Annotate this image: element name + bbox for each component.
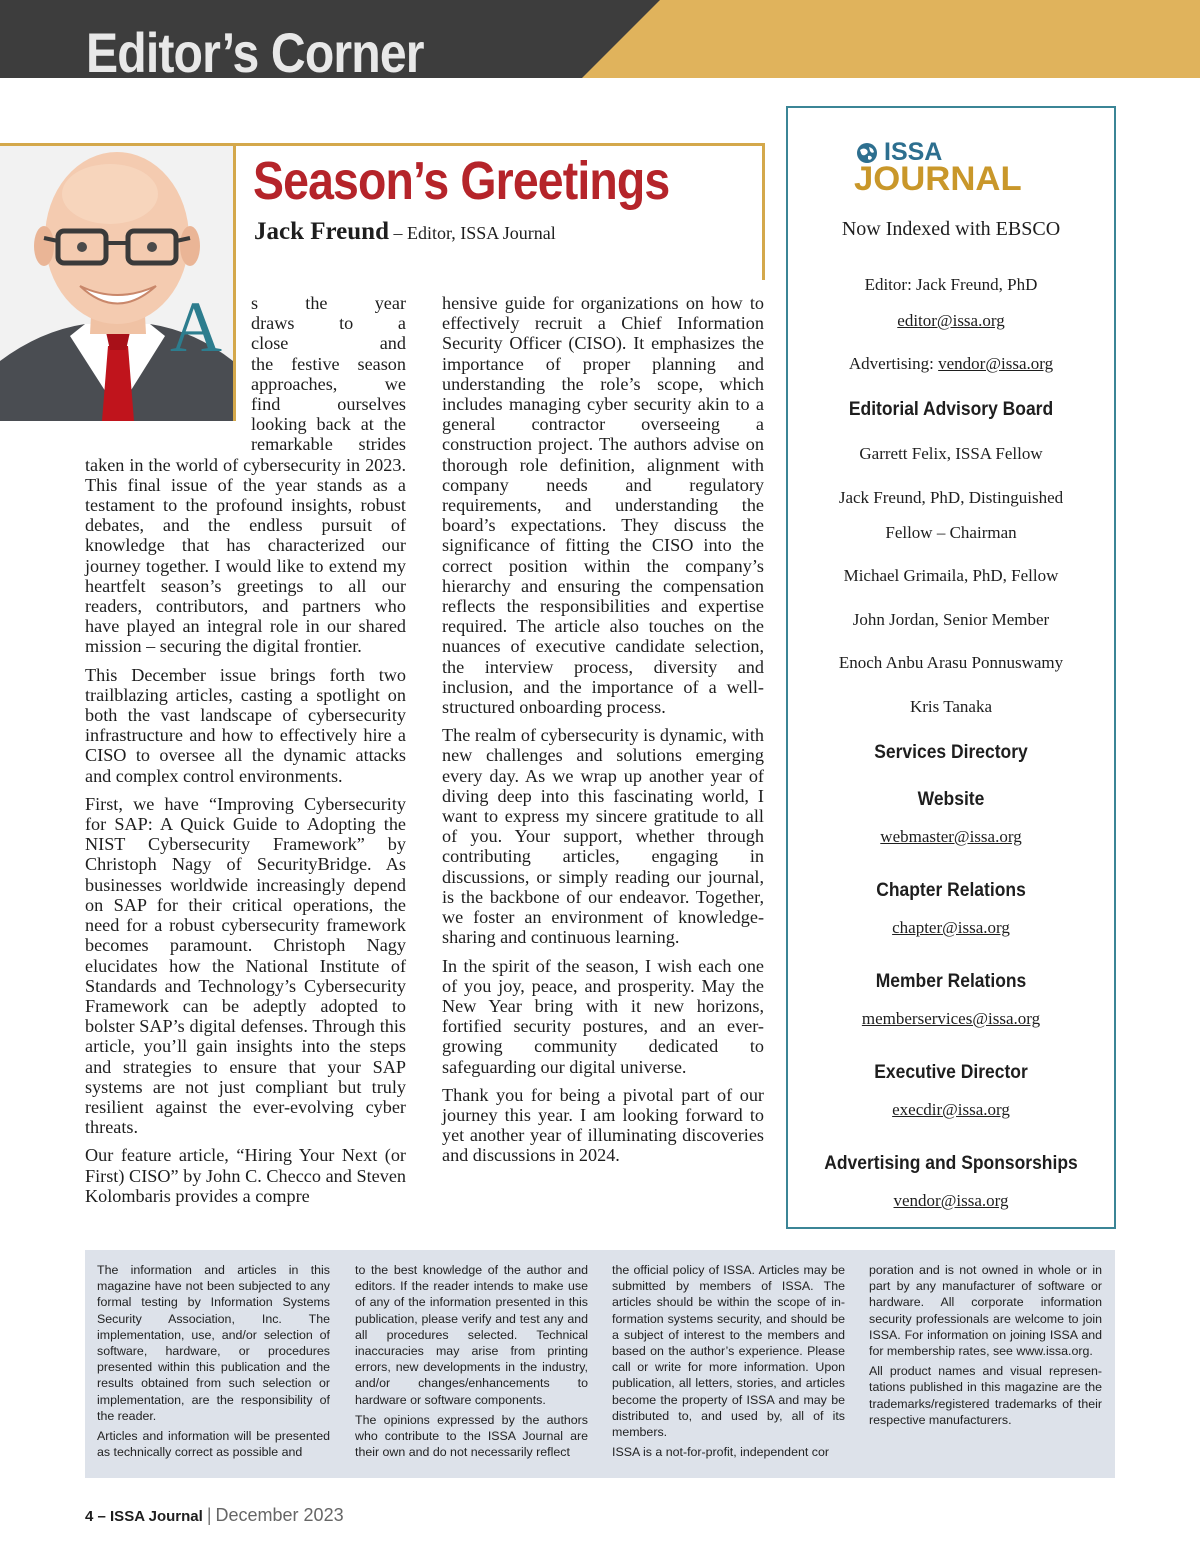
page-footer: [85, 1505, 344, 1526]
dropcap-area: [85, 287, 251, 454]
disclaimer-column: [869, 1262, 1102, 1432]
line: close and: [251, 333, 406, 354]
board-member: John Jordan, Senior Member: [852, 610, 1050, 629]
chapter-email-link[interactable]: chapter@issa.org: [892, 918, 1010, 937]
line: looking back at the: [251, 414, 406, 435]
paragraph-1-rest: taken in the world of cybersecurity in 2023. This final issue of the year stands as a testament to the profound insights, robust debates, and the endless pursuit of knowledge that has characterized our journey together. I would like to extend my heartfelt season’s greetings to all our readers, contributors, and partners who have played an integral role in our shared mission – securing the digital frontier.: [85, 454, 406, 657]
adspons-heading: Advertising and Sponsorships: [824, 1153, 1078, 1174]
article-title: Season’s Greetings: [253, 151, 670, 211]
services-heading: Services Directory: [874, 742, 1028, 763]
disclaimer-paragraph: The opinions expressed by the authors who contribute to the ISSA Journal are their own and do not necessarily reflect: [355, 1412, 588, 1460]
adspons-email-link[interactable]: vendor@issa.org: [893, 1191, 1009, 1210]
editor-line: Editor: Jack Freund, PhD: [864, 275, 1038, 294]
paragraph-5: hensive guide for organizations on how to effectively recruit a Chief Information Security Officer (CISO). It emphasizes the importance of proper planning and understanding the role’s scope, which includes managing cyber security akin to a general contractor overseeing a construction project. The authors advise on thorough role definition, alignment with company needs and regulatory requirements, and understanding the board’s expectations. They discuss the significance of fitting the CISO into the correct position within the company’s hierarchy and ensuring the compensation reflects the responsibilities and expertise required. The article also touches on the nuances of executive candidate selection, the interview process, diversity and inclusion, and the importance of a well-structured onboarding process.: [442, 293, 764, 718]
disclaimer-paragraph: poration and is not owned in whole or in part by any manufacturer of software or hardware. All corporate information security professionals are welcome to join ISSA. For information on joining ISSA and for membership rates, see www.issa.org.: [869, 1263, 1102, 1359]
board-member: Jack Freund, PhD, Distinguished: [838, 488, 1064, 507]
board-member: Fellow – Chairman: [885, 523, 1017, 542]
byline: [254, 218, 556, 246]
board-member: Michael Grimaila, PhD, Fellow: [843, 566, 1059, 585]
paragraph-8: Thank you for being a pivotal part of our journey this year. I am looking forward to yet another year of illuminating discoveries and discussions in 2024.: [442, 1084, 764, 1166]
footer-separator: |: [206, 1505, 212, 1525]
website-email-link[interactable]: webmaster@issa.org: [880, 827, 1022, 846]
disclaimer-paragraph: Articles and information will be presented as technically correct as possible and: [97, 1429, 330, 1460]
line: s the year: [251, 293, 406, 313]
chapter-heading: Chapter Relations: [876, 880, 1026, 901]
disclaimer-paragraph: The information and articles in this magazine have not been subjected to any formal testing by Information Systems Security Association, Inc. The implementation, use, and/or selection of software, hardware, or procedures presented within this publication and the results obtained from such selection or implementation, are the responsibility of the reader.: [97, 1263, 330, 1423]
indexed-note: Now Indexed with EBSCO: [841, 218, 1061, 240]
disclaimer-column: [355, 1262, 588, 1464]
page-number: 4 – ISSA Journal: [85, 1508, 203, 1525]
disclaimer-box: [85, 1250, 1115, 1478]
board-member: Enoch Anbu Arasu Ponnuswamy: [838, 653, 1064, 672]
issa-journal-logo: [854, 138, 1054, 198]
member-heading: Member Relations: [875, 971, 1027, 992]
dropcap: A: [170, 287, 222, 367]
logo-journal-text: JOURNAL: [854, 160, 1022, 198]
line: find ourselves: [251, 394, 406, 415]
line: draws to a: [251, 313, 406, 334]
disclaimer-paragraph: to the best knowledge of the author and editors. If the reader intends to make use of any of the information presented in this publication, please verify and test any and all procedures selected. Technical inaccuracies may arise from printing errors, new developments in the industry, and/or changes/enhancements to hardware or software components.: [355, 1263, 588, 1407]
exec-email-link[interactable]: execdir@issa.org: [892, 1100, 1010, 1119]
website-heading: Website: [917, 789, 985, 810]
section-title: Editor’s Corner: [86, 21, 424, 84]
advertising-email-link[interactable]: vendor@issa.org: [938, 354, 1054, 373]
paragraph-7: In the spirit of the season, I wish each one of you joy, peace, and prosperity. May the New Year bring with it new horizons, fortified security postures, and an ever-growing community dedicated to safeguarding our digital universe.: [442, 955, 764, 1077]
paragraph-2: This December issue brings forth two trailblazing articles, casting a spotlight on both the vast landscape of cybersecurity infrastructure and how to effectively hire a CISO to oversee all the dynamic attacks and complex control environments.: [85, 664, 406, 786]
paragraph-6: The realm of cybersecurity is dynamic, with new challenges and solutions emerging every day. As we wrap up another year of diving deep into this fascinating world, I want to express my sincere gratitude to all of you. Your support, whether through contributing articles, engaging in discussions, or simply reading our journal, is the backbone of our endeavor. Together, we foster an environment of knowledge-sharing and continuous learning.: [442, 725, 764, 948]
disclaimer-column: [612, 1262, 845, 1464]
masthead-sidebar: [786, 106, 1116, 1229]
line: approaches, we: [251, 373, 406, 394]
disclaimer-paragraph: ISSA is a not-for-profit, independent cor: [612, 1445, 829, 1460]
line: the festive season: [251, 353, 406, 374]
disclaimer-paragraph: All product names and visual representations published in this magazine are the trademarks/registered trademarks of their respective manufacturers.: [869, 1364, 1102, 1427]
line: remarkable strides: [251, 434, 406, 455]
paragraph-4: Our feature article, “Hiring Your Next (or First) CISO” by John C. Checco and Steven Kolombaris provides a compre: [85, 1145, 406, 1206]
disclaimer-paragraph: the official policy of ISSA. Articles may be submitted by members of ISSA. The articles should be within the scope of information systems security, and should be a subject of interest to the members and based on the author’s experience. Please call or write for more information. Upon publication, all letters, stories, and articles become the property of ISSA and may be distributed to, and used by, all of its members.: [612, 1263, 845, 1440]
author-role: – Editor, ISSA Journal: [388, 223, 556, 243]
exec-heading: Executive Director: [874, 1062, 1028, 1083]
board-member: Kris Tanaka: [909, 697, 993, 716]
issue-date: December 2023: [215, 1505, 344, 1525]
author-name: Jack Freund: [254, 218, 389, 245]
article-column-2: [442, 293, 764, 1174]
advertising-line: [788, 354, 1114, 374]
editor-email-link[interactable]: editor@issa.org: [897, 311, 1005, 330]
article-column-1-text: [85, 287, 406, 1214]
paragraph-3: First, we have “Improving Cybersecurity for SAP: A Quick Guide to Adopting the NIST Cybersecurity Framework” by Christoph Nagy of SecurityBridge. As businesses worldwide increasingly depend on SAP for their critical operations, the need for a robust cybersecurity framework becomes paramount. Christoph Nagy elucidates how the National Institute of Standards and Technology’s Cybersecurity Framework can be adeptly adopted to bolster SAP’s digital defenses. Through this article, you’ll gain insights into the steps and strategies to ensure that your SAP systems are not just compliant but truly resilient against the ever-evolving cyber threats.: [85, 793, 406, 1138]
board-member: Garrett Felix, ISSA Fellow: [859, 444, 1043, 463]
member-email-link[interactable]: memberservices@issa.org: [861, 1009, 1041, 1028]
advertising-label: Advertising:: [848, 354, 939, 373]
disclaimer-column: [97, 1262, 330, 1464]
logo-issa-text: ISSA: [884, 138, 943, 166]
board-heading: Editorial Advisory Board: [848, 399, 1054, 420]
